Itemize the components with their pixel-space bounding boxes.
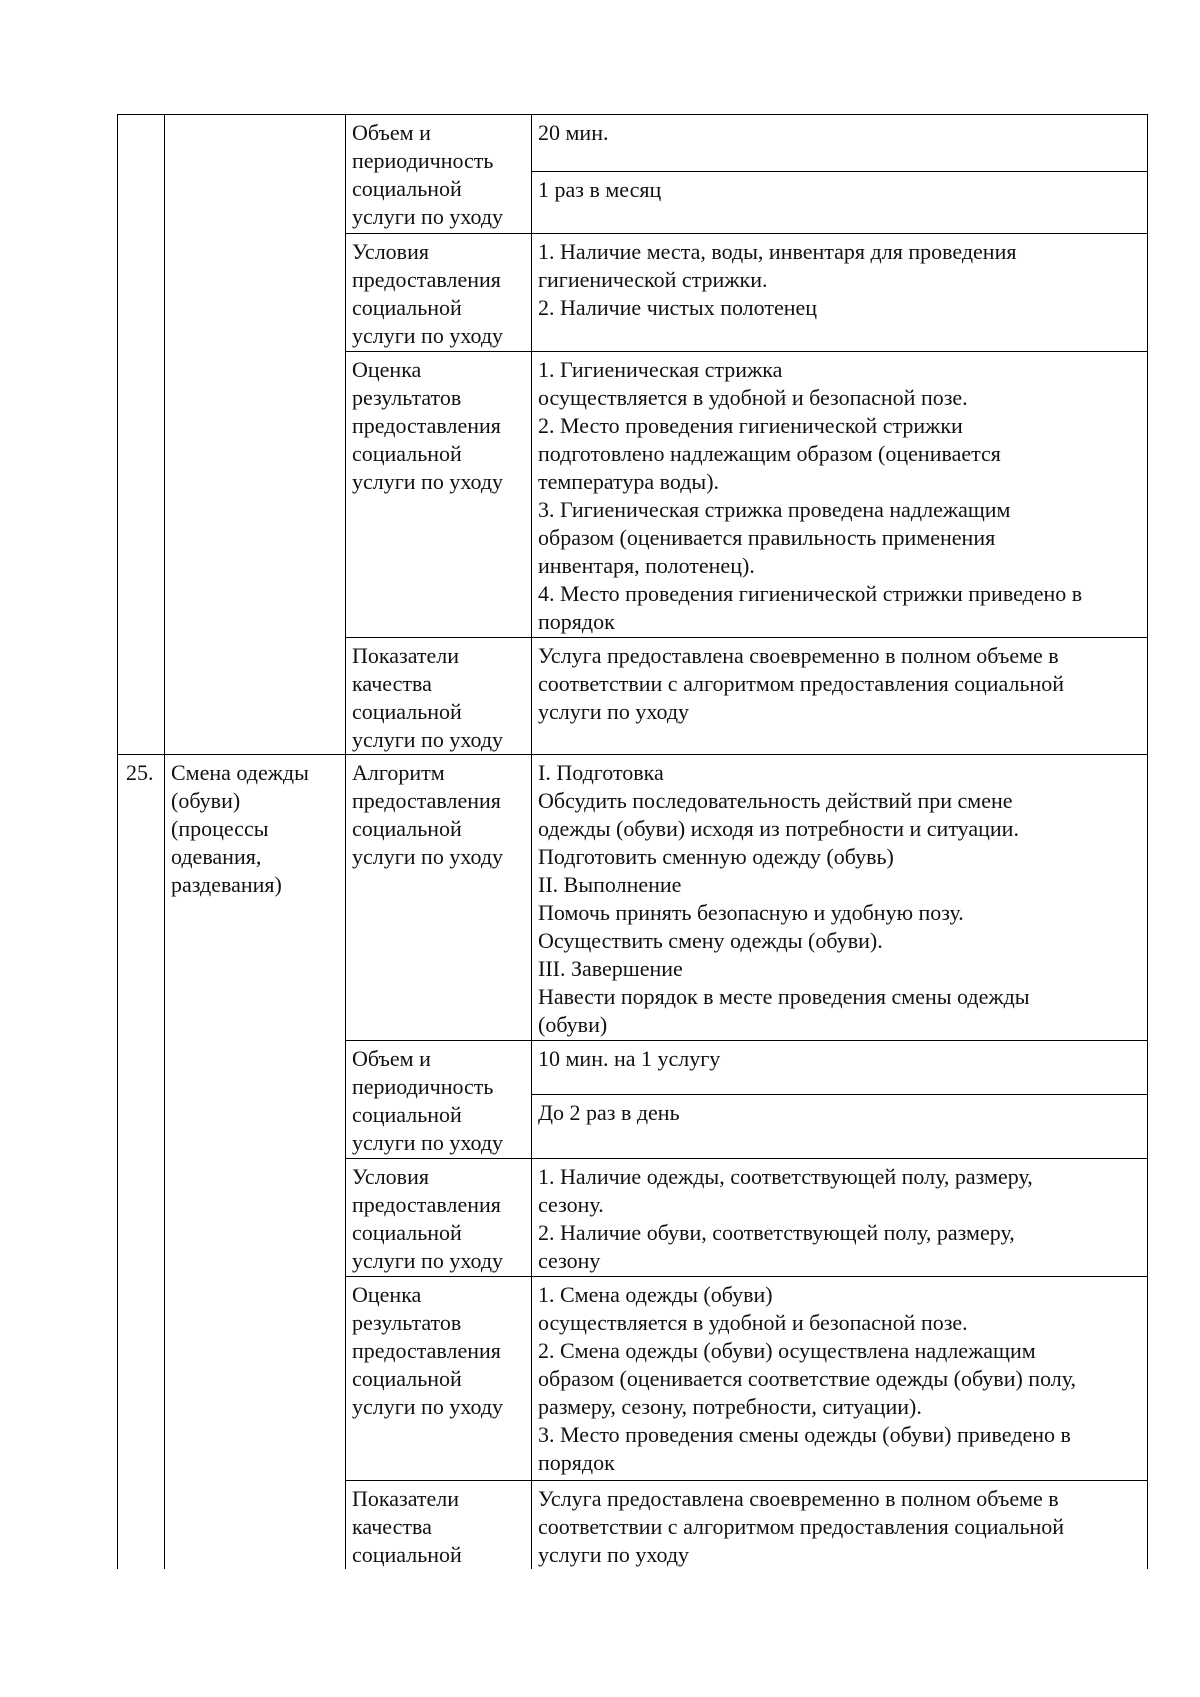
criterion-label-line: социальной (352, 295, 462, 320)
service-details (346, 755, 1148, 1569)
detail-row (346, 1480, 1148, 1569)
criterion-label-cell (346, 1481, 532, 1569)
criterion-value-line: осуществляется в удобной и безопасной позе. (538, 1310, 968, 1335)
row-number-cell (118, 755, 165, 1569)
criterion-label-line: периодичность (352, 148, 494, 173)
criterion-label-line: качества (352, 1514, 432, 1539)
criterion-value-line: (обуви) (538, 1012, 608, 1037)
criterion-value (532, 1041, 1147, 1094)
criterion-label-line: Показатели (352, 1486, 460, 1511)
criterion-value-line: сезону. (538, 1192, 604, 1217)
criterion-label-line: услуги по уходу (352, 844, 504, 869)
criterion-value-line: Помочь принять безопасную и удобную позу. (538, 900, 964, 925)
service-name-line: Смена одежды (171, 760, 309, 785)
criterion-value-line: 20 мин. (538, 120, 609, 145)
criterion-value (532, 638, 1147, 754)
criterion-value-cell (532, 1159, 1148, 1276)
row-number: 25. (126, 760, 154, 785)
criterion-label-cell (346, 352, 532, 637)
criterion-value-line: гигиенической стрижки. (538, 267, 768, 292)
criterion-label-line: социальной (352, 699, 462, 724)
detail-row (346, 637, 1148, 754)
detail-row (346, 755, 1148, 1040)
criterion-label-cell (346, 1041, 532, 1158)
criterion-value-line: порядок (538, 1450, 615, 1475)
detail-row (346, 233, 1148, 351)
criterion-label-line: социальной (352, 176, 462, 201)
criterion-label-line: услуги по уходу (352, 1130, 504, 1155)
criterion-label-line: предоставления (352, 1338, 501, 1363)
criterion-value-line: инвентаря, полотенец). (538, 553, 755, 578)
table-row (117, 754, 1148, 1569)
criterion-value-line: Услуга предоставлена своевременно в полном объеме в (538, 1486, 1059, 1511)
criterion-label-line: услуги по уходу (352, 469, 504, 494)
criterion-value-line: 4. Место проведения гигиенической стрижки приведено в (538, 581, 1083, 606)
criterion-value (532, 352, 1147, 637)
criterion-label-line: социальной (352, 441, 462, 466)
criterion-value (532, 1277, 1147, 1480)
detail-row (346, 1158, 1148, 1276)
criterion-label-cell (346, 115, 532, 233)
criterion-label-line: Оценка (352, 1282, 422, 1307)
criterion-label-line: услуги по уходу (352, 323, 504, 348)
criterion-value-cell (532, 115, 1148, 233)
criterion-label-line: услуги по уходу (352, 204, 504, 229)
criterion-value-line: подготовлено надлежащим образом (оценивается (538, 441, 1001, 466)
criterion-label-line: предоставления (352, 413, 501, 438)
criterion-value-line: II. Выполнение (538, 872, 682, 897)
criterion-value (532, 171, 1147, 233)
criterion-value-line: Услуга предоставлена своевременно в полном объеме в (538, 643, 1059, 668)
criterion-value-line: температура воды). (538, 469, 720, 494)
criterion-value-cell (532, 234, 1148, 351)
criterion-value-line: образом (оценивается правильность применения (538, 525, 996, 550)
detail-row (346, 1276, 1148, 1480)
criterion-value-line: 2. Наличие чистых полотенец (538, 295, 818, 320)
criterion-value-cell (532, 1041, 1148, 1158)
criterion-label-line: Алгоритм (352, 760, 445, 785)
table-row (117, 115, 1148, 754)
service-name-line: раздевания) (171, 872, 282, 897)
criterion-value-line: 2. Наличие обуви, соответствующей полу, размеру, (538, 1220, 1015, 1245)
criterion-value-line: 2. Смена одежды (обуви) осуществлена надлежащим (538, 1338, 1036, 1363)
criterion-value-line: 1. Наличие места, воды, инвентаря для проведения (538, 239, 1017, 264)
criterion-value (532, 1481, 1147, 1569)
criterion-value-line: сезону (538, 1248, 601, 1273)
criterion-label-line: Показатели (352, 643, 460, 668)
criterion-label-cell (346, 1159, 532, 1276)
service-name-line: (обуви) (171, 788, 241, 813)
criterion-value-line: соответствии с алгоритмом предоставления социальной (538, 1514, 1065, 1539)
criterion-value (532, 115, 1147, 171)
criterion-value (532, 234, 1147, 351)
criterion-label-line: предоставления (352, 267, 501, 292)
criterion-value (532, 755, 1147, 1040)
criterion-value-line: I. Подготовка (538, 760, 664, 785)
criterion-value-line: услуги по уходу (538, 699, 690, 724)
criterion-label-line: социальной (352, 816, 462, 841)
criterion-value-line: порядок (538, 609, 615, 634)
criterion-value-line: III. Завершение (538, 956, 683, 981)
criterion-value-line: Подготовить сменную одежду (обувь) (538, 844, 894, 869)
criterion-value-cell (532, 1277, 1148, 1480)
criterion-value-line: 3. Место проведения смены одежды (обуви) приведено в (538, 1422, 1071, 1447)
criterion-label-cell (346, 755, 532, 1040)
service-name-line: одевания, (171, 844, 262, 869)
criterion-value-line: соответствии с алгоритмом предоставления социальной (538, 671, 1065, 696)
criterion-value-line: Навести порядок в месте проведения смены одежды (538, 984, 1030, 1009)
criterion-label-line: Объем и (352, 1046, 431, 1071)
criterion-label-line: предоставления (352, 788, 501, 813)
criterion-value-cell (532, 1481, 1148, 1569)
criterion-label-line: результатов (352, 1310, 462, 1335)
criterion-label-line: предоставления (352, 1192, 501, 1217)
criterion-label-line: услуги по уходу (352, 1394, 504, 1419)
criterion-value-line: До 2 раз в день (538, 1100, 680, 1125)
criterion-label-line: Объем и (352, 120, 431, 145)
criterion-label-line: услуги по уходу (352, 1248, 504, 1273)
service-standards-table (117, 114, 1148, 1569)
criterion-value-line: осуществляется в удобной и безопасной позе. (538, 385, 968, 410)
criterion-value-line: услуги по уходу (538, 1542, 690, 1567)
criterion-value (532, 1159, 1147, 1276)
criterion-label-line: качества (352, 671, 432, 696)
criterion-value-cell (532, 755, 1148, 1040)
criterion-label-cell (346, 1277, 532, 1480)
criterion-value-line: одежды (обуви) исходя из потребности и ситуации. (538, 816, 1019, 841)
criterion-value-line: размеру, сезону, потребности, ситуации). (538, 1394, 922, 1419)
criterion-label-line: Условия (352, 239, 429, 264)
criterion-label-line: социальной (352, 1542, 462, 1567)
service-details (346, 115, 1148, 754)
criterion-value-line: 2. Место проведения гигиенической стрижки (538, 413, 963, 438)
criterion-label-line: социальной (352, 1220, 462, 1245)
criterion-label-line: услуги по уходу (352, 727, 504, 752)
detail-row (346, 1040, 1148, 1158)
criterion-label-cell (346, 638, 532, 754)
detail-row (346, 115, 1148, 233)
criterion-value-line: Осуществить смену одежды (обуви). (538, 928, 883, 953)
criterion-label-cell (346, 234, 532, 351)
criterion-value (532, 1094, 1147, 1158)
criterion-label-line: социальной (352, 1366, 462, 1391)
criterion-value-line: 1. Наличие одежды, соответствующей полу, размеру, (538, 1164, 1033, 1189)
service-name-cell (165, 755, 346, 1569)
criterion-label-line: периодичность (352, 1074, 494, 1099)
criterion-value-line: 1 раз в месяц (538, 177, 662, 202)
criterion-value-cell (532, 638, 1148, 754)
criterion-label-line: Оценка (352, 357, 422, 382)
criterion-value-line: 10 мин. на 1 услугу (538, 1046, 721, 1071)
criterion-value-line: образом (оценивается соответствие одежды (обуви) полу, (538, 1366, 1077, 1391)
criterion-value-line: 3. Гигиеническая стрижка проведена надлежащим (538, 497, 1011, 522)
criterion-label-line: социальной (352, 1102, 462, 1127)
service-name-line: (процессы (171, 816, 269, 841)
row-number-cell (118, 115, 165, 754)
criterion-label-line: Условия (352, 1164, 429, 1189)
detail-row (346, 351, 1148, 637)
criterion-value-line: 1. Гигиеническая стрижка (538, 357, 783, 382)
criterion-value-line: 1. Смена одежды (обуви) (538, 1282, 773, 1307)
service-name-cell (165, 115, 346, 754)
criterion-value-cell (532, 352, 1148, 637)
criterion-value-line: Обсудить последовательность действий при смене (538, 788, 1013, 813)
criterion-label-line: результатов (352, 385, 462, 410)
